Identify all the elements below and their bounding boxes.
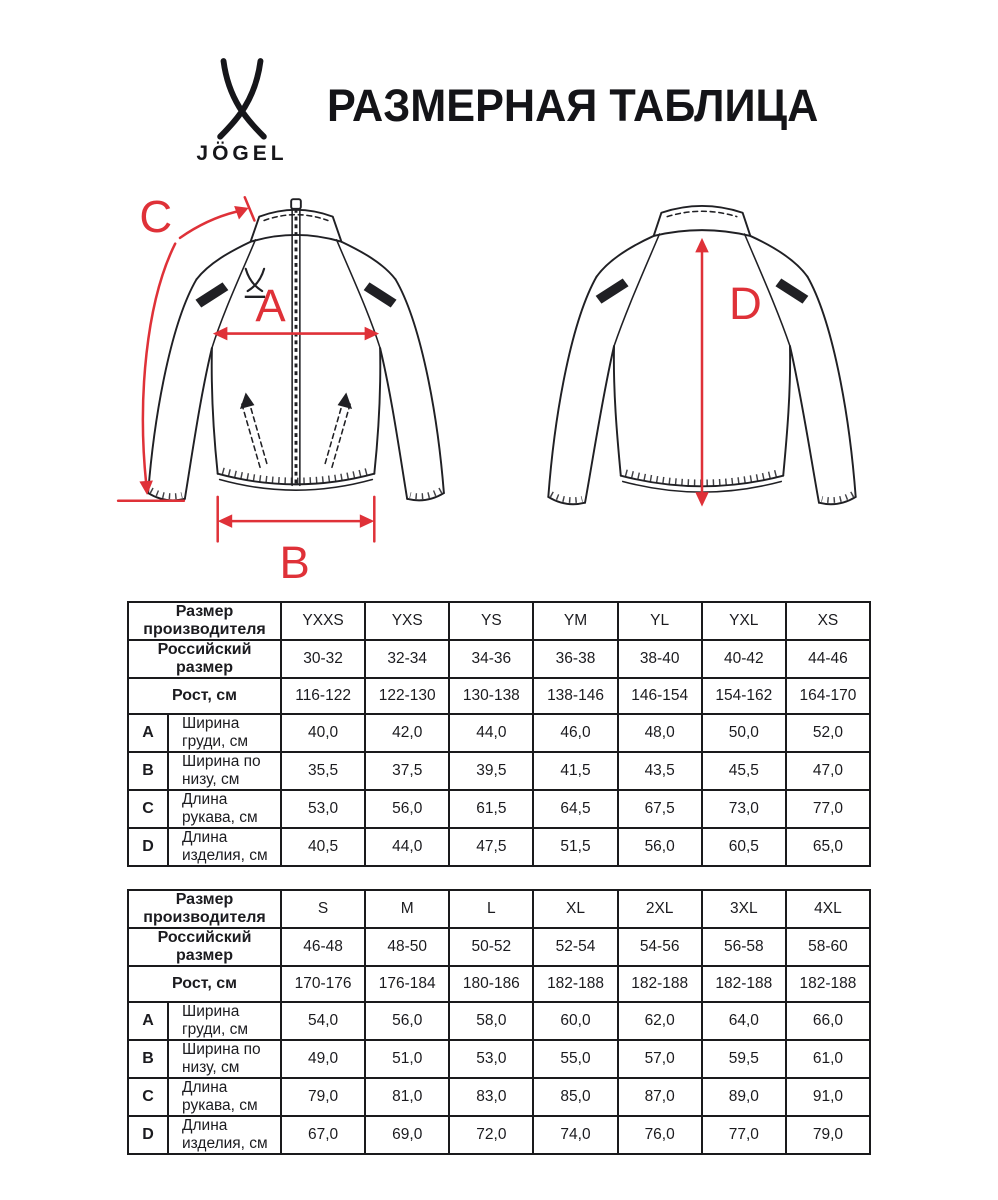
size-value: 170-176 [281, 966, 365, 1002]
size-table-adult-body [128, 890, 870, 1154]
measure-value: 76,0 [618, 1116, 702, 1154]
size-value: 34-36 [449, 640, 533, 678]
shoulder-patch-back-left [596, 278, 629, 303]
cuff-fringe-right [410, 490, 441, 496]
size-value: 58-60 [786, 928, 870, 966]
size-value: 2XL [618, 890, 702, 928]
size-value: 164-170 [786, 678, 870, 714]
measure-value: 65,0 [786, 828, 870, 866]
measure-value: 44,0 [365, 828, 449, 866]
zipper [291, 199, 301, 485]
brand-logo [183, 56, 301, 166]
measure-letter: D [128, 1116, 168, 1154]
table-measure-row [128, 828, 870, 866]
measure-value: 83,0 [449, 1078, 533, 1116]
size-value: 182-188 [786, 966, 870, 1002]
table-measure-row [128, 790, 870, 828]
shoulder-patch-right [364, 282, 397, 307]
size-value: 138-146 [533, 678, 617, 714]
measure-label: Длина изделия, см [168, 828, 281, 866]
measure-value: 45,5 [702, 752, 786, 790]
measure-value: 73,0 [702, 790, 786, 828]
size-value: 32-34 [365, 640, 449, 678]
back-view-diagram [501, 176, 903, 582]
measure-label: Длина изделия, см [168, 1116, 281, 1154]
size-table-adult [127, 889, 871, 1155]
table-measure-row [128, 1078, 870, 1116]
measure-value: 55,0 [533, 1040, 617, 1078]
size-value: YXS [365, 602, 449, 640]
measure-value: 74,0 [533, 1116, 617, 1154]
measure-value: 61,0 [786, 1040, 870, 1078]
size-value: 154-162 [702, 678, 786, 714]
measure-value: 66,0 [786, 1002, 870, 1040]
measure-value: 40,0 [281, 714, 365, 752]
size-value: 50-52 [449, 928, 533, 966]
size-table-youth-body [128, 602, 870, 866]
measure-value: 52,0 [786, 714, 870, 752]
measure-value: 72,0 [449, 1116, 533, 1154]
pocket-left [240, 393, 267, 468]
size-value: XL [533, 890, 617, 928]
measure-value: 39,5 [449, 752, 533, 790]
table-header-row [128, 602, 870, 640]
shoulder-patch-left [195, 282, 228, 307]
size-value: YL [618, 602, 702, 640]
page-title: РАЗМЕРНАЯ ТАБЛИЦА [327, 80, 819, 131]
size-value: XS [786, 602, 870, 640]
size-value: 4XL [786, 890, 870, 928]
measure-value: 51,0 [365, 1040, 449, 1078]
size-value: 116-122 [281, 678, 365, 714]
measure-value: 77,0 [786, 790, 870, 828]
pocket-right [325, 393, 352, 468]
row-label: Российский размер [128, 928, 281, 966]
table-header-row [128, 678, 870, 714]
measure-value: 53,0 [449, 1040, 533, 1078]
measure-value: 91,0 [786, 1078, 870, 1116]
measure-value: 85,0 [533, 1078, 617, 1116]
table-measure-row [128, 1002, 870, 1040]
size-value: 54-56 [618, 928, 702, 966]
measure-letter: D [128, 828, 168, 866]
size-value: 182-188 [618, 966, 702, 1002]
size-value: 3XL [702, 890, 786, 928]
measure-value: 56,0 [618, 828, 702, 866]
size-value: L [449, 890, 533, 928]
measure-value: 79,0 [281, 1078, 365, 1116]
size-value: 38-40 [618, 640, 702, 678]
measure-value: 47,5 [449, 828, 533, 866]
cuff-fringe-back-left [551, 494, 582, 500]
size-table-youth [127, 601, 871, 867]
measure-value: 79,0 [786, 1116, 870, 1154]
measure-value: 50,0 [702, 714, 786, 752]
size-value: 52-54 [533, 928, 617, 966]
measure-value: 60,0 [533, 1002, 617, 1040]
size-value: 44-46 [786, 640, 870, 678]
measure-value: 61,5 [449, 790, 533, 828]
size-value: 176-184 [365, 966, 449, 1002]
row-label: Рост, см [128, 966, 281, 1002]
measure-value: 42,0 [365, 714, 449, 752]
measure-label: Ширина груди, см [168, 714, 281, 752]
measure-label: Ширина груди, см [168, 1002, 281, 1040]
measure-label-b: B [279, 537, 310, 582]
measure-value: 77,0 [702, 1116, 786, 1154]
size-value: 180-186 [449, 966, 533, 1002]
front-view-diagram [95, 176, 497, 582]
page-header [0, 0, 998, 170]
table-header-row [128, 640, 870, 678]
measure-value: 64,5 [533, 790, 617, 828]
measure-value: 59,5 [702, 1040, 786, 1078]
measure-value: 53,0 [281, 790, 365, 828]
measure-value: 51,5 [533, 828, 617, 866]
measure-arrow-d [695, 238, 709, 507]
measure-value: 67,5 [618, 790, 702, 828]
measurement-diagrams [0, 176, 998, 584]
measure-value: 43,5 [618, 752, 702, 790]
measure-value: 54,0 [281, 1002, 365, 1040]
size-value: 46-48 [281, 928, 365, 966]
size-value: YM [533, 602, 617, 640]
size-value: 56-58 [702, 928, 786, 966]
table-measure-row [128, 1116, 870, 1154]
measure-value: 41,5 [533, 752, 617, 790]
table-header-row [128, 966, 870, 1002]
measure-value: 89,0 [702, 1078, 786, 1116]
size-value: 40-42 [702, 640, 786, 678]
row-label: Рост, см [128, 678, 281, 714]
measure-value: 56,0 [365, 790, 449, 828]
measure-value: 67,0 [281, 1116, 365, 1154]
measure-label: Длина рукава, см [168, 1078, 281, 1116]
row-label: Размер производителя [128, 890, 281, 928]
measure-value: 46,0 [533, 714, 617, 752]
size-value: YXXS [281, 602, 365, 640]
size-value: YXL [702, 602, 786, 640]
brand-wordmark: JÖGEL [196, 142, 288, 165]
measure-arrow-c [118, 197, 254, 501]
measure-label: Ширина по низу, см [168, 752, 281, 790]
measure-label-d: D [729, 278, 762, 330]
size-value: 182-188 [702, 966, 786, 1002]
measure-value: 37,5 [365, 752, 449, 790]
table-header-row [128, 928, 870, 966]
size-value: 48-50 [365, 928, 449, 966]
measure-label: Ширина по низу, см [168, 1040, 281, 1078]
measure-letter: B [128, 752, 168, 790]
row-label: Размер производителя [128, 602, 281, 640]
cuff-fringe-left [151, 490, 182, 496]
measure-arrow-a [213, 327, 379, 341]
brand-logo-icon [199, 56, 285, 140]
size-value: YS [449, 602, 533, 640]
measure-value: 60,5 [702, 828, 786, 866]
measure-letter: A [128, 1002, 168, 1040]
table-measure-row [128, 752, 870, 790]
measure-letter: C [128, 790, 168, 828]
size-value: 182-188 [533, 966, 617, 1002]
measure-arrow-b [218, 497, 375, 541]
measure-value: 49,0 [281, 1040, 365, 1078]
measure-value: 40,5 [281, 828, 365, 866]
measure-value: 69,0 [365, 1116, 449, 1154]
size-value: 146-154 [618, 678, 702, 714]
measure-value: 62,0 [618, 1002, 702, 1040]
size-value: 130-138 [449, 678, 533, 714]
measure-value: 57,0 [618, 1040, 702, 1078]
measure-label-c: C [139, 191, 173, 243]
measure-value: 44,0 [449, 714, 533, 752]
measure-value: 87,0 [618, 1078, 702, 1116]
table-header-row [128, 890, 870, 928]
table-measure-row [128, 714, 870, 752]
size-value: 122-130 [365, 678, 449, 714]
measure-value: 58,0 [449, 1002, 533, 1040]
measure-letter: A [128, 714, 168, 752]
measure-value: 64,0 [702, 1002, 786, 1040]
shoulder-patch-back-right [775, 278, 808, 303]
row-label: Российский размер [128, 640, 281, 678]
measure-letter: B [128, 1040, 168, 1078]
measure-label-a: A [255, 280, 286, 331]
measure-value: 56,0 [365, 1002, 449, 1040]
cuff-fringe-back-right [822, 494, 853, 500]
measure-label: Длина рукава, см [168, 790, 281, 828]
measure-value: 35,5 [281, 752, 365, 790]
measure-value: 48,0 [618, 714, 702, 752]
size-value: S [281, 890, 365, 928]
size-value: 30-32 [281, 640, 365, 678]
table-measure-row [128, 1040, 870, 1078]
size-value: 36-38 [533, 640, 617, 678]
zipper-pull [291, 199, 301, 209]
measure-value: 47,0 [786, 752, 870, 790]
measure-letter: C [128, 1078, 168, 1116]
measure-value: 81,0 [365, 1078, 449, 1116]
size-value: M [365, 890, 449, 928]
